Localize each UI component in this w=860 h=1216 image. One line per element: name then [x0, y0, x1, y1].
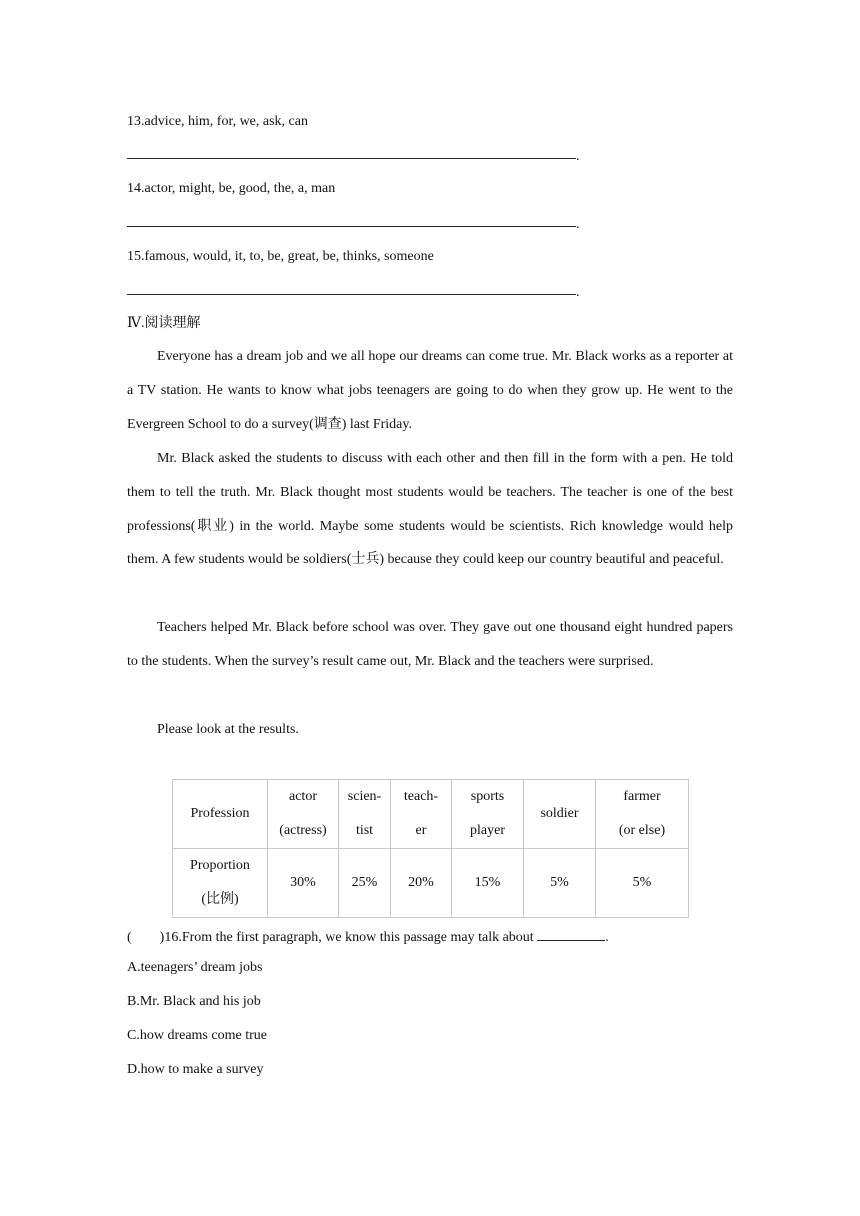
table-row-proportion — [173, 849, 689, 918]
survey-results-table — [172, 779, 689, 918]
table-value-actor: 30% — [268, 849, 339, 918]
question-16-blank — [537, 926, 605, 941]
table-cell-farmer: farmer (or else) — [596, 780, 689, 849]
table-value-soldier: 5% — [524, 849, 596, 918]
table-row-profession — [173, 780, 689, 849]
table-cell-scientist: scien- tist — [339, 780, 391, 849]
question-14-answer-line[interactable] — [127, 226, 576, 227]
question-16-option-d[interactable]: D.how to make a survey — [127, 1062, 264, 1077]
question-16-option-b[interactable]: B.Mr. Black and his job — [127, 994, 261, 1009]
question-13-answer-line[interactable] — [127, 158, 576, 159]
table-cell-soldier: soldier — [524, 780, 596, 849]
table-value-sports-player: 15% — [452, 849, 524, 918]
table-header-profession: Profession — [173, 780, 268, 849]
question-15-prompt: 15.famous, would, it, to, be, great, be, thinks, someone — [127, 249, 434, 264]
passage-paragraph-4: Please look at the results. — [157, 722, 299, 737]
table-value-scientist: 25% — [339, 849, 391, 918]
question-14-period: . — [576, 217, 580, 232]
question-15-answer-line[interactable] — [127, 294, 576, 295]
section-heading: Ⅳ.阅读理解 — [127, 316, 201, 331]
question-13-period: . — [576, 149, 580, 164]
question-16-stem: ( )16.From the first paragraph, we know this passage may talk about . — [127, 926, 609, 947]
table-value-farmer: 5% — [596, 849, 689, 918]
question-16-answer-paren[interactable]: ( ) — [127, 930, 165, 945]
question-15-period: . — [576, 285, 580, 300]
passage-paragraph-2: Mr. Black asked the students to discuss with each other and then fill in the form with a pen. He told them to tell the truth. Mr. Black thought most students would be teachers. The teacher is one of the best professions(职业) in the world. Maybe some students would be scientists. Rich knowledge would help them. A few students would be soldiers(士兵) because they could keep our country beautiful and peaceful. — [127, 451, 733, 568]
question-14-prompt: 14.actor, might, be, good, the, a, man — [127, 181, 336, 196]
question-13-prompt: 13.advice, him, for, we, ask, can — [127, 114, 308, 129]
table-header-proportion: Proportion (比例) — [173, 849, 268, 918]
table-value-teacher: 20% — [391, 849, 452, 918]
table-cell-teacher: teach- er — [391, 780, 452, 849]
question-16-option-c[interactable]: C.how dreams come true — [127, 1028, 267, 1043]
passage-paragraph-1: Everyone has a dream job and we all hope our dreams can come true. Mr. Black works as a reporter at a TV station. He wants to know what jobs teenagers are going to do when they grow up. He went to the Evergreen School to do a survey(调查) last Friday. — [127, 349, 733, 432]
passage-paragraph-3: Teachers helped Mr. Black before school was over. They gave out one thousand eight hundred papers to the students. When the survey’s result came out, Mr. Black and the teachers were surprised. — [127, 620, 733, 669]
table-cell-sports-player: sports player — [452, 780, 524, 849]
table-cell-actor: actor (actress) — [268, 780, 339, 849]
question-16-option-a[interactable]: A.teenagers’ dream jobs — [127, 960, 263, 975]
